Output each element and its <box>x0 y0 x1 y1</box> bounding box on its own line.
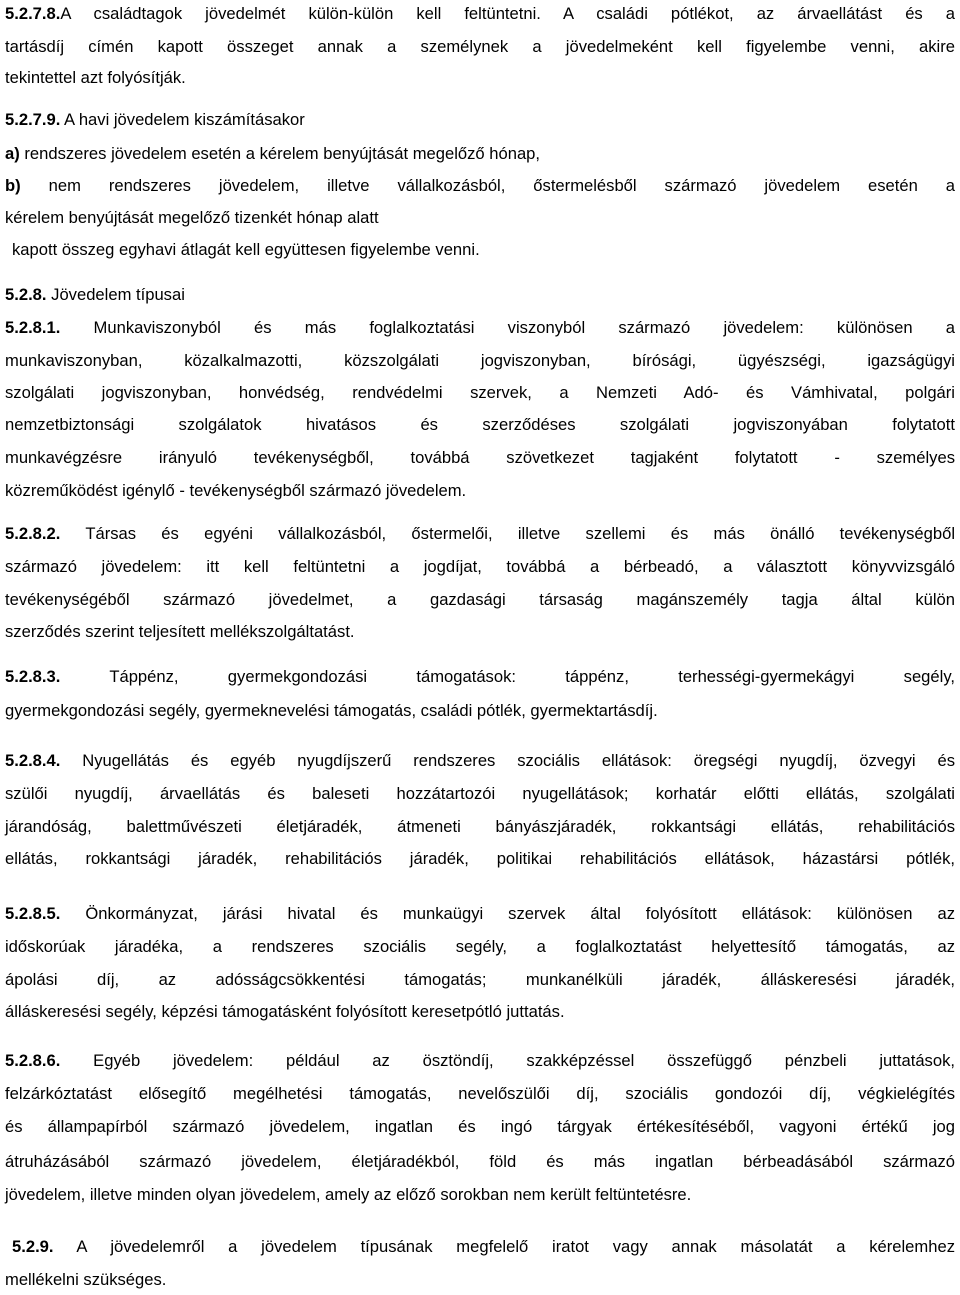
list-marker: b) <box>5 176 21 195</box>
line-text: Önkormányzat, járási hivatal és munkaügyi szervek által folyósított ellátások: különösen az <box>60 904 955 923</box>
section-number: 5.2.8.1. <box>5 318 61 337</box>
line-text: közreműködést igénylő - tevékenységből származó jövedelem. <box>5 481 467 500</box>
text-line <box>5 523 955 545</box>
line-text: munkaviszonyban, közalkalmazotti, közszolgálati jogviszonyban, bírósági, ügyészségi, igazságügyi <box>5 351 955 370</box>
text-line <box>5 382 955 404</box>
line-text: átruházásából származó jövedelem, életjáradékból, föld és más ingatlan bérbeadásából származó <box>5 1152 955 1171</box>
text-line <box>5 143 540 165</box>
section-number: 5.2.8.2. <box>5 524 61 543</box>
line-text: nem rendszeres jövedelem, illetve vállalkozásból, őstermelésből származó jövedelem esetén a <box>20 176 955 195</box>
text-line <box>5 109 305 131</box>
line-text: szerződés szerint teljesített mellékszolgáltatást. <box>5 622 355 641</box>
text-line <box>5 36 955 58</box>
text-line <box>5 556 955 578</box>
line-text: Táppénz, gyermekgondozási támogatások: táppénz, terhességi-gyermekágyi segély, <box>60 667 955 686</box>
line-text: járandóság, balettművészeti életjáradék, átmeneti bányászjáradék, rokkantsági ellátás, rehabilitációs <box>5 817 955 836</box>
line-text: Munkaviszonyból és más foglalkoztatási viszonyból származó jövedelem: különösen a <box>60 318 955 337</box>
line-text: tevékenységéből származó jövedelmet, a gazdasági társaság magánszemély tagja által külön <box>5 590 955 609</box>
line-text: A családtagok jövedelmét külön-külön kell feltüntetni. A családi pótlékot, az árvaellátást és a <box>60 4 955 23</box>
text-line <box>5 284 185 306</box>
text-line <box>5 480 466 502</box>
line-text: Nyugellátás és egyéb nyugdíjszerű rendszeres szociális ellátások: öregségi nyugdíj, özvegyi és <box>60 751 955 770</box>
text-line <box>5 816 955 838</box>
text-line <box>5 1116 955 1138</box>
text-line <box>5 350 955 372</box>
line-text: szülői nyugdíj, árvaellátás és baleseti hozzátartozói nyugellátások; korhatár előtti ellátás, szolgálati <box>5 784 955 803</box>
line-text: Egyéb jövedelem: például az ösztöndíj, szakképzéssel összefüggő pénzbeli juttatások, <box>60 1051 955 1070</box>
line-text: munkavégzésre irányuló tevékenységből, továbbá szövetkezet tagjaként folytatott - személyes <box>5 448 955 467</box>
text-line <box>5 1184 691 1206</box>
text-line <box>5 666 955 688</box>
section-number: 5.2.7.9. <box>5 110 61 129</box>
text-line <box>5 3 955 25</box>
line-text: Társas és egyéni vállalkozásból, őstermelői, illetve szellemi és más önálló tevékenységből <box>60 524 955 543</box>
line-text: és állampapírból származó jövedelem, ingatlan és ingó tárgyak értékesítéséből, vagyoni értékű jog <box>5 1117 955 1136</box>
text-line <box>5 750 955 772</box>
line-text: A jövedelemről a jövedelem típusának megfelelő iratot vagy annak másolatát a kérelemhez <box>53 1237 955 1256</box>
line-text: ellátás, rokkantsági járadék, rehabilitációs járadék, politikai rehabilitációs ellátások, házastársi pótlék, <box>5 849 955 868</box>
text-line <box>12 1236 955 1258</box>
text-line <box>5 207 379 229</box>
section-number: 5.2.9. <box>12 1237 54 1256</box>
section-number: 5.2.7.8. <box>5 4 61 23</box>
line-text: ápolási díj, az adósságcsökkentési támogatás; munkanélküli járadék, álláskeresési járadék, <box>5 970 955 989</box>
line-text: felzárkóztatást elősegítő megélhetési támogatás, nevelőszülői díj, szociális gondozói díj, végkielégítés <box>5 1084 955 1103</box>
text-line <box>5 621 355 643</box>
line-text: időskorúak járadéka, a rendszeres szociális segély, a foglalkoztatást helyettesítő támogatás, az <box>5 937 955 956</box>
text-line <box>5 1050 955 1072</box>
text-line <box>5 317 955 339</box>
line-text: jövedelem, illetve minden olyan jövedelem, amely az előző sorokban nem került feltüntetésre. <box>5 1185 692 1204</box>
line-text: Jövedelem típusai <box>46 285 185 304</box>
text-line <box>12 239 480 261</box>
section-number: 5.2.8.4. <box>5 751 61 770</box>
line-text: tekintettel azt folyósítják. <box>5 68 186 87</box>
list-marker: a) <box>5 144 20 163</box>
line-text: származó jövedelem: itt kell feltüntetni a jogdíjat, továbbá a bérbeadó, a választott könyvvizsgáló <box>5 557 955 576</box>
text-line <box>5 700 658 722</box>
line-text: nemzetbiztonsági szolgálatok hivatásos és szerződéses szolgálati jogviszonyában folytatott <box>5 415 955 434</box>
line-text: gyermekgondozási segély, gyermeknevelési támogatás, családi pótlék, gyermektartásdíj. <box>5 701 658 720</box>
text-line <box>5 936 955 958</box>
text-line <box>5 67 186 89</box>
line-text: álláskeresési segély, képzési támogatásként folyósított keresetpótló juttatás. <box>5 1002 565 1021</box>
text-line <box>5 783 955 805</box>
text-line <box>5 848 955 870</box>
line-text: kérelem benyújtását megelőző tizenkét hónap alatt <box>5 208 379 227</box>
text-line <box>5 175 955 197</box>
section-number: 5.2.8.5. <box>5 904 61 923</box>
text-line <box>5 1083 955 1105</box>
line-text: mellékelni szükséges. <box>5 1270 167 1289</box>
text-line <box>5 447 955 469</box>
text-line <box>5 1269 166 1291</box>
text-line <box>5 589 955 611</box>
text-line <box>5 1001 565 1023</box>
line-text: rendszeres jövedelem esetén a kérelem benyújtását megelőző hónap, <box>19 144 541 163</box>
line-text: szolgálati jogviszonyban, honvédség, rendvédelmi szervek, a Nemzeti Adó- és Vámhivatal, polgári <box>5 383 955 402</box>
text-line <box>5 903 955 925</box>
section-number: 5.2.8.6. <box>5 1051 61 1070</box>
section-number: 5.2.8. <box>5 285 47 304</box>
line-text: kapott összeg egyhavi átlagát kell együttesen figyelembe venni. <box>12 240 480 259</box>
text-line <box>5 414 955 436</box>
line-text: A havi jövedelem kiszámításakor <box>60 110 305 129</box>
line-text: tartásdíj címén kapott összeget annak a személynek a jövedelmeként kell figyelembe venni, akire <box>5 37 955 56</box>
section-number: 5.2.8.3. <box>5 667 61 686</box>
text-line <box>5 1151 955 1173</box>
text-line <box>5 969 955 991</box>
